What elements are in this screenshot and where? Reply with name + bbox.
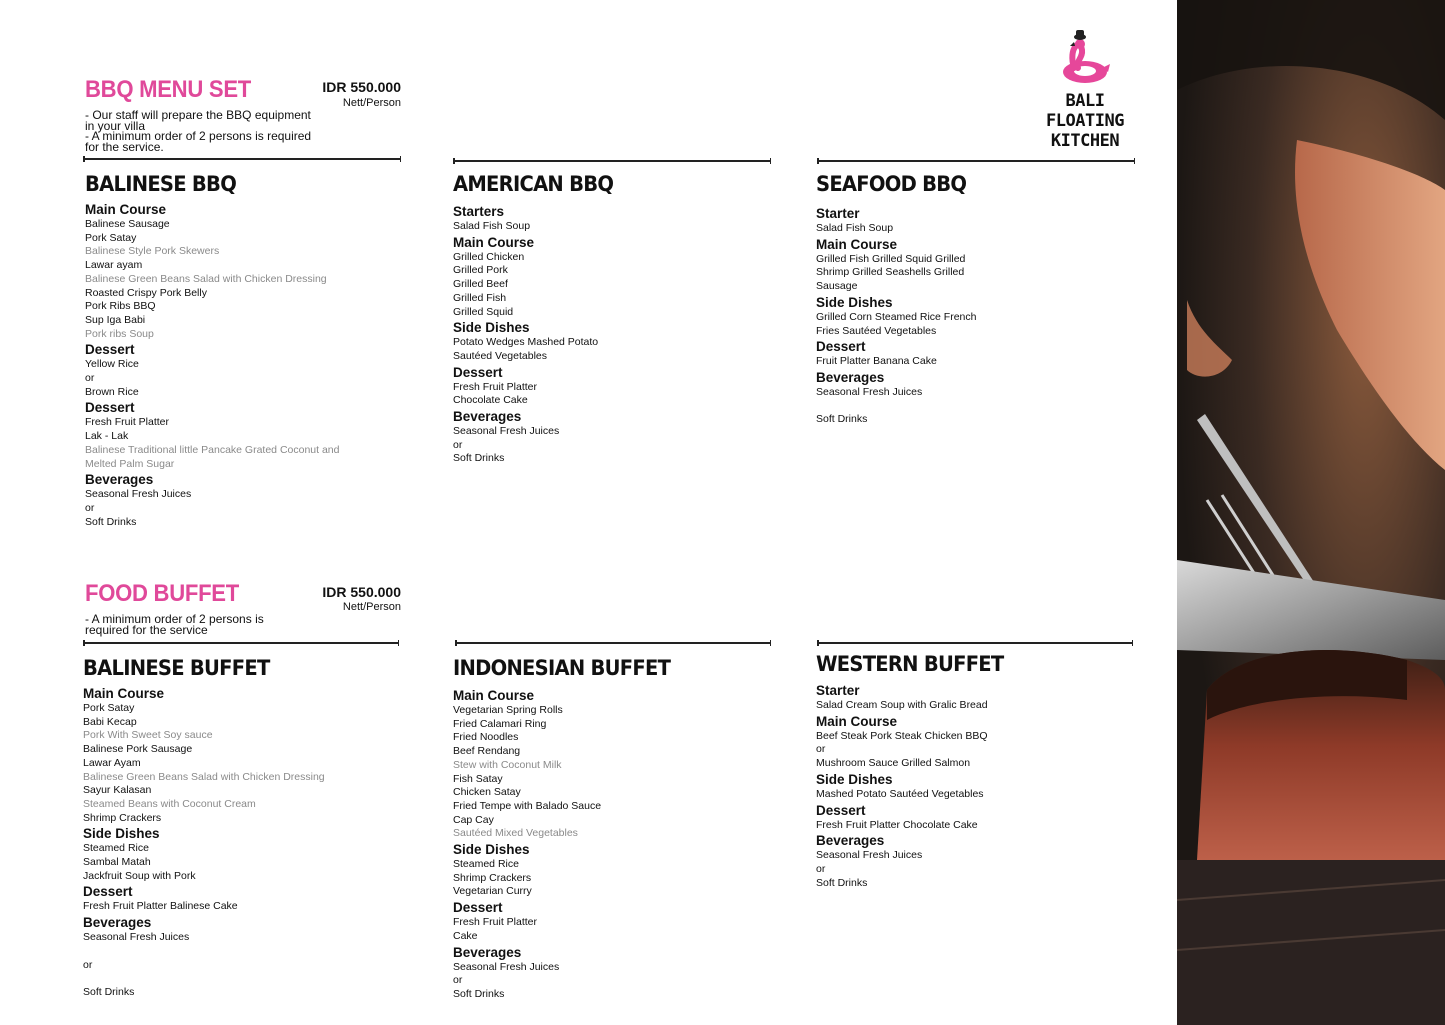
menu-category-heading: Main Course [816, 236, 898, 252]
balinese-bbq-title: BALINESE BBQ [85, 172, 237, 196]
bbq-note-4: for the service. [85, 139, 164, 154]
menu-item-description: Pork ribs Soup [85, 327, 154, 340]
bbq-steak-photo [1177, 0, 1445, 1025]
menu-item: Mushroom Sauce Grilled Salmon [816, 757, 971, 770]
menu-item-description: Balinese Green Beans Salad with Chicken Dressing [85, 272, 327, 285]
menu-item: Lawar ayam [85, 259, 143, 272]
menu-item: Fresh Fruit Platter [453, 380, 538, 393]
menu-item: Grilled Fish Grilled Squid Grilled [816, 252, 966, 265]
menu-item: Lak - Lak [85, 430, 129, 443]
menu-item: or [85, 372, 95, 385]
menu-category-heading: Side Dishes [453, 320, 530, 336]
bbq-note-3: - A minimum order of 2 persons is required [85, 129, 312, 143]
menu-item: Steamed Rice [453, 858, 519, 871]
menu-item-description: Steamed Beans with Coconut Cream [83, 797, 256, 810]
buffet-note-2: required for the service [85, 622, 208, 637]
menu-item: Sayur Kalasan [83, 784, 152, 797]
menu-item: Seasonal Fresh Juices [85, 488, 192, 501]
menu-category-heading: Dessert [83, 884, 133, 900]
western-buffet-menu [816, 682, 1116, 890]
menu-item: Chocolate Cake [453, 394, 528, 407]
menu-category-heading: Starter [816, 206, 860, 221]
divider [817, 642, 1133, 644]
menu-item: Jackfruit Soup with Pork [83, 869, 196, 882]
menu-category-heading: Main Course [453, 688, 535, 703]
menu-item: Lawar Ayam [83, 756, 141, 769]
menu-spacer [83, 945, 383, 959]
menu-category-heading: Side Dishes [83, 826, 160, 842]
menu-item: Soft Drinks [816, 413, 868, 426]
seafood-bbq-title: SEAFOOD BBQ [816, 172, 967, 196]
menu-item: Soft Drinks [85, 515, 137, 528]
menu-item: Sausage [816, 280, 858, 293]
menu-item: Fresh Fruit Platter [453, 916, 538, 929]
menu-item-description: Sautéed Mixed Vegetables [453, 827, 578, 840]
menu-item: Roasted Crispy Pork Belly [85, 286, 207, 299]
menu-category-heading: Dessert [453, 364, 503, 380]
menu-category-heading: Beverages [83, 915, 152, 931]
menu-item: Fried Calamari Ring [453, 717, 547, 730]
buffet-set-unit: Nett/Person [342, 601, 401, 613]
menu-item: Cake [453, 929, 478, 942]
menu-category-heading: Beverages [85, 472, 154, 488]
menu-spacer [816, 400, 1116, 414]
menu-item: Fries Sautéed Vegetables [816, 324, 937, 337]
menu-category-heading: Side Dishes [816, 771, 893, 787]
american-bbq-title: AMERICAN BBQ [453, 172, 614, 196]
menu-item: Vegetarian Curry [453, 885, 532, 898]
buffet-set-notes [85, 614, 345, 635]
menu-category-heading: Main Course [83, 686, 165, 701]
divider [817, 160, 1135, 162]
divider [83, 158, 401, 160]
bbq-set-title: BBQ MENU SET [85, 76, 251, 103]
menu-item: Salad Fish Soup [453, 220, 531, 232]
indonesian-buffet-menu [453, 687, 753, 1002]
menu-item: Salad Fish Soup [816, 222, 894, 234]
menu-item: Pork Satay [85, 231, 137, 244]
menu-spacer [83, 972, 383, 986]
menu-item: Seasonal Fresh Juices [83, 931, 190, 944]
balinese-bbq-menu [85, 201, 385, 529]
menu-item: Chicken Satay [453, 786, 521, 799]
menu-item: Fruit Platter Banana Cake [816, 355, 937, 368]
flamingo-float-icon [1030, 28, 1140, 88]
menu-item: Shrimp Crackers [83, 811, 162, 824]
menu-item: Fresh Fruit Platter Chocolate Cake [816, 818, 978, 831]
menu-item: Sautéed Vegetables [453, 349, 547, 362]
menu-item: Balinese Sausage [85, 218, 170, 230]
indonesian-buffet-title: INDONESIAN BUFFET [453, 656, 671, 680]
menu-item: Potato Wedges Mashed Potato [453, 336, 599, 349]
menu-item: Grilled Pork [453, 264, 508, 277]
menu-item: Beef Rendang [453, 745, 521, 758]
menu-item: Salad Cream Soup with Gralic Bread [816, 699, 988, 711]
menu-item: Vegetarian Spring Rolls [453, 704, 563, 716]
menu-item: Fried Noodles [453, 731, 519, 744]
logo-line-2: KITCHEN [1050, 131, 1120, 151]
menu-item: Soft Drinks [816, 876, 868, 889]
menu-category-heading: Main Course [453, 234, 535, 250]
brand-logo [1030, 28, 1140, 151]
menu-item: Beef Steak Pork Steak Chicken BBQ [816, 729, 988, 742]
menu-category-heading: Beverages [453, 409, 522, 425]
menu-item: Babi Kecap [83, 715, 137, 728]
menu-item: Shrimp Grilled Seashells Grilled [816, 266, 965, 279]
menu-item: Pork Ribs BBQ [85, 300, 156, 313]
menu-item: or [83, 958, 93, 971]
menu-item: Grilled Squid [453, 305, 514, 318]
bbq-photo-illustration [1177, 0, 1445, 1025]
buffet-note-1: - A minimum order of 2 persons is [85, 612, 264, 626]
menu-category-heading: Dessert [85, 400, 135, 416]
menu-item: Shrimp Crackers [453, 871, 532, 884]
bbq-set-notes [85, 110, 345, 152]
menu-item: Grilled Beef [453, 278, 508, 291]
divider [453, 160, 771, 162]
bbq-note-2: in your villa [85, 118, 146, 133]
menu-item: or [816, 743, 826, 756]
menu-item: Seasonal Fresh Juices [816, 385, 923, 398]
balinese-buffet-title: BALINESE BUFFET [83, 656, 270, 680]
western-buffet-title: WESTERN BUFFET [816, 652, 1004, 676]
menu-item: Pork Satay [83, 702, 135, 714]
menu-item: Sambal Matah [83, 856, 151, 869]
menu-item: Grilled Corn Steamed Rice French [816, 310, 977, 323]
menu-category-heading: Beverages [453, 944, 522, 960]
menu-category-heading: Dessert [816, 802, 866, 818]
menu-category-heading: Side Dishes [453, 842, 530, 858]
buffet-set-price: IDR 550.000 [322, 584, 401, 600]
menu-category-heading: Main Course [85, 202, 167, 217]
logo-line-1: BALI FLOATING [1046, 91, 1124, 131]
menu-item-description: Balinese Style Pork Skewers [85, 245, 220, 258]
menu-item: Seasonal Fresh Juices [453, 425, 560, 438]
menu-item: or [816, 862, 826, 875]
menu-item-description: Balinese Traditional little Pancake Grated Coconut and [85, 443, 340, 456]
american-bbq-menu [453, 203, 753, 466]
menu-item: Mashed Potato Sautéed Vegetables [816, 787, 984, 800]
menu-item: Grilled Chicken [453, 250, 525, 263]
menu-item: Yellow Rice [85, 358, 139, 371]
menu-category-heading: Dessert [816, 339, 866, 355]
menu-item-description: Balinese Green Beans Salad with Chicken Dressing [83, 770, 325, 783]
menu-category-heading: Beverages [816, 369, 885, 385]
menu-item: Sup Iga Babi [85, 313, 146, 326]
menu-item: Brown Rice [85, 385, 139, 398]
bbq-set-unit: Nett/Person [342, 97, 401, 109]
balinese-buffet-menu [83, 685, 383, 1000]
menu-item: Steamed Rice [83, 842, 149, 855]
bbq-set-price: IDR 550.000 [322, 79, 401, 95]
seafood-bbq-menu [816, 205, 1116, 427]
menu-item: Cap Cay [453, 813, 494, 826]
menu-item: Balinese Pork Sausage [83, 743, 193, 756]
buffet-set-title: FOOD BUFFET [85, 580, 239, 607]
menu-item: Seasonal Fresh Juices [816, 849, 923, 862]
menu-item: Soft Drinks [83, 985, 135, 998]
divider [455, 642, 771, 644]
menu-category-heading: Starters [453, 204, 505, 219]
menu-category-heading: Dessert [85, 342, 135, 358]
menu-item: Soft Drinks [453, 452, 505, 465]
menu-category-heading: Main Course [816, 713, 898, 729]
menu-item: Fresh Fruit Platter Balinese Cake [83, 900, 238, 913]
menu-item: Seasonal Fresh Juices [453, 960, 560, 973]
menu-item: or [453, 438, 463, 451]
menu-item: Fried Tempe with Balado Sauce [453, 799, 602, 812]
menu-item: Fresh Fruit Platter [85, 416, 170, 429]
menu-category-heading: Beverages [816, 833, 885, 849]
menu-item-description: Stew with Coconut Milk [453, 758, 562, 771]
menu-item: Grilled Fish [453, 291, 507, 304]
menu-item: or [85, 501, 95, 514]
menu-category-heading: Starter [816, 683, 860, 698]
bbq-note-1: - Our staff will prepare the BBQ equipment [85, 108, 311, 122]
menu-item: or [453, 974, 463, 987]
menu-category-heading: Side Dishes [816, 294, 893, 310]
menu-item-description: Pork With Sweet Soy sauce [83, 729, 213, 742]
menu-item: Soft Drinks [453, 987, 505, 1000]
divider [83, 642, 399, 644]
menu-item: Fish Satay [453, 772, 503, 785]
menu-category-heading: Dessert [453, 900, 503, 916]
menu-item-description: Melted Palm Sugar [85, 457, 175, 470]
